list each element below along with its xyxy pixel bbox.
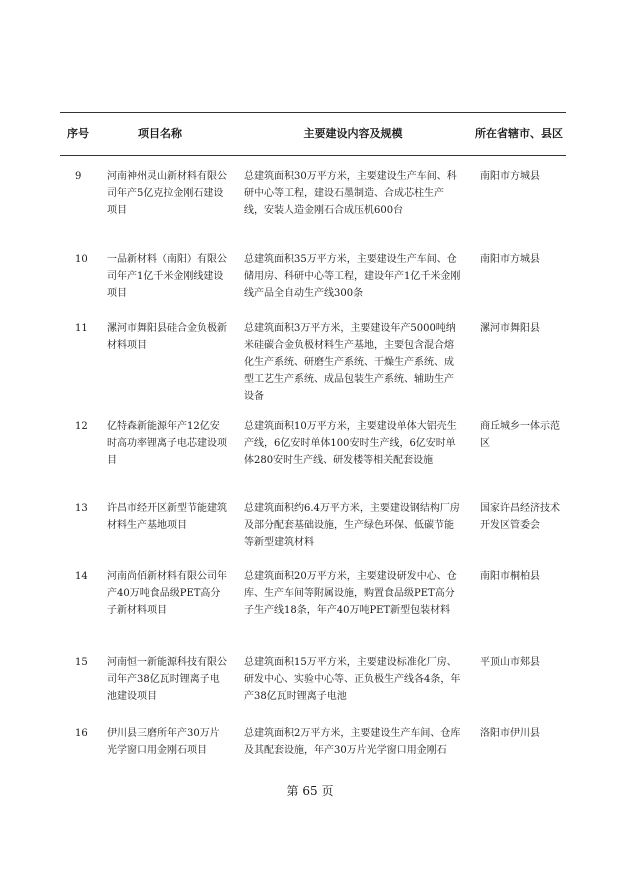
row-content: 总建筑面积约6.4万平方米，主要建设钢结构厂房及部分配套基础设施，生产绿色环保、低碳节能等新型建筑材料 [244,503,460,548]
header-content: 主要建设内容及规模 [303,126,403,140]
row-serial: 9 [75,171,82,182]
row-project-name: 许昌市经开区新型节能建筑材料生产基地项目 [107,503,227,531]
row-project-name: 一品新材料（南阳）有限公司年产1亿千米金刚线建设项目 [107,254,227,299]
row-serial: 11 [75,323,88,334]
row-project-name: 河南恒一新能源科技有限公司年产38亿瓦时锂离子电池建设项目 [107,657,227,702]
page-number: 第 65 页 [286,784,334,798]
row-location: 漯河市舞阳县 [480,323,540,334]
row-project-name: 漯河市舞阳县硅合金负极新材料项目 [107,323,227,351]
row-content: 总建筑面积35万平方米，主要建设生产车间、仓储用房、科研中心等工程，建设年产1亿千米金刚线产品全自动生产线300条 [244,254,461,299]
row-serial: 14 [75,571,88,582]
row-serial: 15 [75,657,88,668]
row-serial: 16 [75,728,88,739]
row-content: 总建筑面积20万平方米，主要建设研发中心、仓库、生产车间等附属设施，购置食品级PET高分子生产线18条，年产40万吨PET新型包装材料 [244,571,457,616]
row-location: 国家许昌经济技术开发区管委会 [480,503,560,531]
row-content: 总建筑面积30万平方米，主要建设生产车间、科研中心等工程，建设石墨制造、合成芯柱生产线，安装人造金刚石合成压机600台 [244,171,457,216]
header-serial: 序号 [67,126,89,140]
row-content: 总建筑面积10万平方米，主要建设单体大铝壳生产线，6亿安时单体100安时生产线，6亿安时单体280安时生产线、研发楼等相关配套设施 [244,421,457,466]
table-header-rule [60,155,566,156]
row-location: 商丘城乡一体示范区 [480,421,560,449]
row-project-name: 伊川县三磨所年产30万片光学窗口用金刚石项目 [107,728,220,756]
row-serial: 10 [75,254,88,265]
row-location: 洛阳市伊川县 [480,728,540,739]
row-content: 总建筑面积3万平方米，主要建设年产5000吨纳米硅碳合金负极材料生产基地，主要包含混合熔化生产系统、研磨生产系统、干燥生产系统、成型工艺生产系统、成品包装生产系统、辅助生产设备 [244,323,456,402]
row-location: 南阳市方城县 [480,254,540,265]
row-location: 南阳市方城县 [480,171,540,182]
row-project-name: 河南神州灵山新材料有限公司年产5亿克拉金刚石建设项目 [107,171,227,216]
row-location: 平顶山市郏县 [480,657,540,668]
row-serial: 12 [75,421,88,432]
row-project-name: 亿特森新能源年产12亿安时高功率锂离子电芯建设项目 [107,421,227,466]
header-location: 所在省辖市、县区 [475,126,563,140]
row-content: 总建筑面积15万平方米，主要建设标准化厂房、研发中心、实验中心等、正负极生产线各4条，年产38亿瓦时锂离子电池 [244,657,461,702]
row-serial: 13 [75,503,88,514]
row-project-name: 河南尚佰新材料有限公司年产40万吨食品级PET高分子新材料项目 [107,571,227,616]
row-content: 总建筑面积2万平方米，主要建设生产车间、仓库及其配套设施，年产30万片光学窗口用金刚石 [244,728,461,756]
row-location: 南阳市桐柏县 [480,571,540,582]
header-project-name: 项目名称 [138,126,182,140]
